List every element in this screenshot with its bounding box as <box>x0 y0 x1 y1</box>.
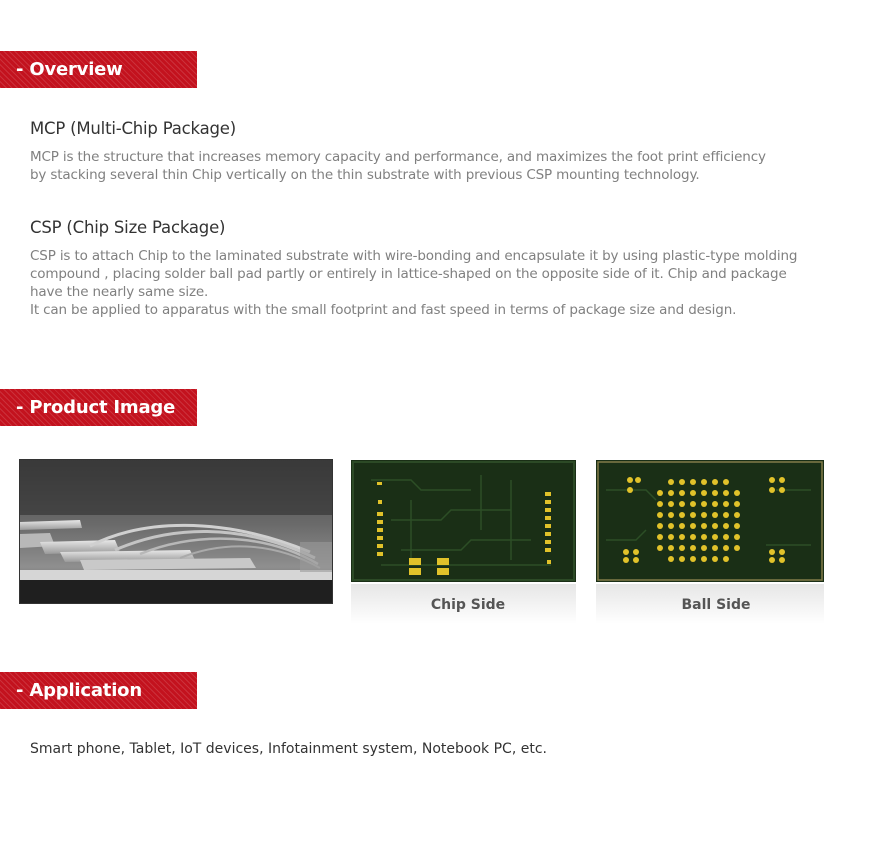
solder-ball <box>679 534 685 540</box>
solder-ball <box>701 534 707 540</box>
csp-heading: CSP (Chip Size Package) <box>30 218 226 237</box>
mcp-line: by stacking several thin Chip vertically on the thin substrate with previous CSP mounting technology. <box>30 167 700 183</box>
csp-line: CSP is to attach Chip to the laminated substrate with wire-bonding and encapsulate it by using plastic-type molding <box>30 248 798 264</box>
solder-ball <box>657 534 663 540</box>
solder-ball <box>690 479 696 485</box>
solder-ball <box>769 487 775 493</box>
solder-ball <box>712 523 718 529</box>
solder-ball <box>769 549 775 555</box>
solder-ball <box>779 487 785 493</box>
solder-ball <box>668 556 674 562</box>
solder-ball <box>769 477 775 483</box>
solder-ball <box>723 512 729 518</box>
solder-ball <box>723 556 729 562</box>
solder-ball <box>701 501 707 507</box>
solder-ball <box>701 523 707 529</box>
ball-side-image <box>596 460 824 582</box>
overview-banner: - Overview <box>0 51 197 88</box>
application-text: Smart phone, Tablet, IoT devices, Infotainment system, Notebook PC, etc. <box>30 741 547 757</box>
solder-ball <box>712 501 718 507</box>
mcp-description <box>30 148 820 184</box>
solder-ball <box>679 545 685 551</box>
solder-ball <box>734 512 740 518</box>
mcp-cross-section-image <box>19 459 333 604</box>
solder-ball <box>679 556 685 562</box>
solder-ball <box>734 545 740 551</box>
solder-ball <box>657 501 663 507</box>
solder-ball <box>769 557 775 563</box>
solder-ball <box>623 557 629 563</box>
csp-line: have the nearly same size. <box>30 284 209 300</box>
solder-ball <box>633 549 639 555</box>
mcp-heading: MCP (Multi-Chip Package) <box>30 119 236 138</box>
solder-ball <box>734 501 740 507</box>
solder-ball <box>690 545 696 551</box>
solder-ball <box>633 557 639 563</box>
solder-ball <box>668 545 674 551</box>
solder-ball <box>779 549 785 555</box>
solder-ball <box>734 534 740 540</box>
solder-ball <box>668 490 674 496</box>
solder-ball <box>668 523 674 529</box>
solder-ball <box>690 501 696 507</box>
solder-ball <box>690 534 696 540</box>
solder-ball <box>627 477 633 483</box>
solder-ball <box>701 545 707 551</box>
solder-ball <box>635 477 641 483</box>
solder-ball <box>657 545 663 551</box>
solder-ball <box>679 479 685 485</box>
solder-ball <box>668 534 674 540</box>
chip-side-caption: Chip Side <box>430 597 506 613</box>
solder-ball <box>712 479 718 485</box>
solder-ball <box>712 545 718 551</box>
csp-description <box>30 247 820 319</box>
solder-ball <box>668 479 674 485</box>
solder-ball <box>627 487 633 493</box>
solder-ball <box>734 490 740 496</box>
solder-ball <box>668 501 674 507</box>
solder-ball <box>701 556 707 562</box>
solder-ball <box>623 549 629 555</box>
solder-ball <box>679 523 685 529</box>
solder-ball <box>690 490 696 496</box>
solder-ball <box>723 545 729 551</box>
solder-ball <box>723 479 729 485</box>
solder-ball <box>712 490 718 496</box>
solder-ball <box>657 490 663 496</box>
solder-ball <box>723 490 729 496</box>
solder-ball <box>690 556 696 562</box>
solder-ball <box>657 523 663 529</box>
solder-ball <box>679 490 685 496</box>
csp-line: compound , placing solder ball pad partly or entirely in lattice-shaped on the opposite side of it. Chip and package <box>30 266 787 282</box>
solder-ball <box>657 512 663 518</box>
solder-ball <box>701 512 707 518</box>
solder-ball <box>734 523 740 529</box>
solder-ball <box>668 512 674 518</box>
solder-ball <box>712 512 718 518</box>
solder-ball <box>723 501 729 507</box>
solder-ball <box>679 512 685 518</box>
csp-line: It can be applied to apparatus with the small footprint and fast speed in terms of package size and design. <box>30 302 737 318</box>
solder-ball <box>712 556 718 562</box>
solder-ball <box>723 523 729 529</box>
chip-side-image <box>351 460 576 582</box>
ball-side-caption: Ball Side <box>681 597 751 613</box>
solder-ball <box>690 523 696 529</box>
solder-ball <box>701 490 707 496</box>
solder-ball <box>779 477 785 483</box>
solder-ball <box>690 512 696 518</box>
solder-ball <box>679 501 685 507</box>
solder-ball <box>779 557 785 563</box>
product-image-banner: - Product Image <box>0 389 197 426</box>
mcp-line: MCP is the structure that increases memory capacity and performance, and maximizes the foot print efficiency <box>30 149 766 165</box>
solder-ball <box>723 534 729 540</box>
application-banner: - Application <box>0 672 197 709</box>
solder-ball <box>712 534 718 540</box>
solder-ball <box>701 479 707 485</box>
